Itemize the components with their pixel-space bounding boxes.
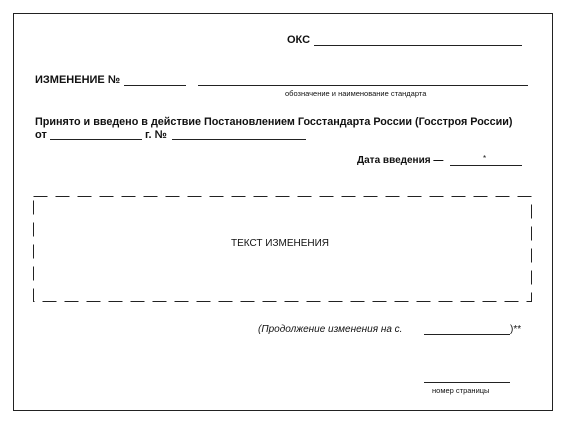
page-number-field[interactable] (424, 382, 510, 383)
intro-date-asterisk: * (483, 154, 487, 163)
standard-name-field[interactable] (198, 85, 528, 86)
continuation-suffix: )** (510, 324, 522, 335)
page-number-caption: номер страницы (432, 386, 490, 395)
change-number-label: ИЗМЕНЕНИЕ № (35, 74, 121, 86)
oks-label: ОКС (287, 34, 311, 46)
change-text-area[interactable] (33, 196, 532, 302)
intro-date-label: Дата введения — (357, 155, 444, 166)
change-number-field[interactable] (124, 85, 186, 86)
decree-date-field[interactable] (50, 139, 142, 140)
dashed-border (33, 196, 532, 302)
change-text-placeholder: ТЕКСТ ИЗМЕНЕНИЯ (231, 238, 330, 249)
continuation-label: (Продолжение изменения на с. (258, 324, 403, 335)
from-label: от (35, 129, 47, 141)
adopted-text: Принято и введено в действие Постановлением Госстандарта России (Госстроя России) (35, 116, 513, 128)
year-number-label: г. № (145, 129, 167, 141)
continuation-page-field[interactable] (424, 334, 510, 335)
decree-number-field[interactable] (172, 139, 306, 140)
standard-caption: обозначение и наименование стандарта (285, 89, 427, 98)
oks-field[interactable] (314, 45, 522, 46)
intro-date-field[interactable] (450, 165, 522, 166)
